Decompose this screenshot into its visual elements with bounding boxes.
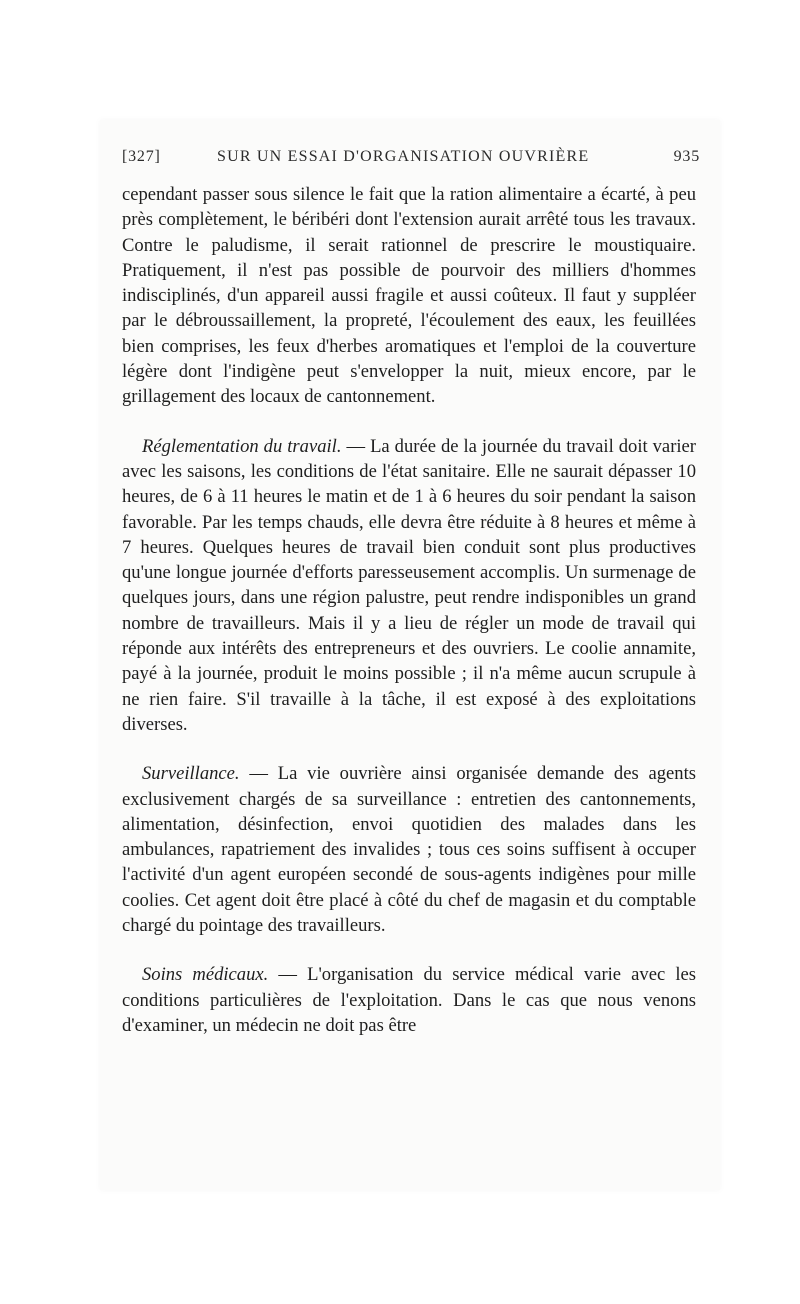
- paragraph-reglementation: [122, 434, 696, 738]
- page-number: 935: [673, 148, 700, 165]
- paragraph-text: — La durée de la journée du travail doit varier avec les saisons, les conditions de l'état sanitaire. Elle ne saurait dépasser 10 heures, de 6 à 11 heures le matin et de 1 à 6 heures du soir pendant la saison favorable. Par les temps chauds, elle devra être réduite à 8 heures et même à 7 heures. Quelques heures de travail bien conduit sont plus productives qu'une longue journée d'efforts paresseusement accomplis. Un surmenage de quelques jours, dans une région palustre, peut rendre indisponibles un grand nombre de travailleurs. Mais il y a lieu de régler un mode de travail qui réponde aux intérêts des entrepreneurs et des ouvriers. Le coolie annamite, payé à la journée, produit le moins possible ; il n'a même aucun scrupule à ne rien faire. S'il travaille à la tâche, il est exposé à des exploitations diverses.: [122, 435, 696, 735]
- paragraph-text: cependant passer sous silence le fait que la ration alimentaire a écarté, à peu près complètement, le béribéri dont l'extension aurait arrêté tous les travaux. Contre le paludisme, il serait rationnel de prescrire le moustiquaire. Pratiquement, il n'est pas possible de pourvoir des milliers d'hommes indisciplinés, d'un appareil aussi fragile et aussi coûteux. Il faut y suppléer par le débroussaillement, la propreté, l'écoulement des eaux, les feuillées bien comprises, les feux d'herbes aromatiques et l'emploi de la couverture légère dont l'indigène peut s'envelopper la nuit, mieux encore, par le grillagement des locaux de cantonnement.: [122, 184, 696, 408]
- paragraph-ration: [122, 182, 696, 410]
- section-heading: Réglementation du travail.: [142, 435, 342, 457]
- running-header: [122, 148, 700, 168]
- paragraph-text: — La vie ouvrière ainsi organisée demande des agents exclusivement chargés de sa surveillance : entretien des cantonnements, alimentation, désinfection, envoi quotidien des malades dans les ambulances, rapatriement des invalides ; tous ces soins suffisent à occuper l'activité d'un agent européen secondé de sous-agents indigènes pour mille coolies. Cet agent doit être placé à côté du chef de magasin et du comptable chargé du pointage des travailleurs.: [122, 763, 696, 937]
- section-heading: Surveillance.: [142, 763, 240, 785]
- body-text: [122, 182, 696, 1038]
- document-page: [100, 120, 720, 1190]
- paragraph-surveillance: [122, 761, 696, 938]
- page-reference: [327]: [122, 148, 161, 165]
- paragraph-text: — L'organisation du service médical varie avec les conditions particulières de l'exploitation. Dans le cas que nous venons d'examiner, un médecin ne doit pas être: [122, 964, 696, 1036]
- paragraph-soins-medicaux: [122, 962, 696, 1038]
- section-heading: Soins médicaux.: [142, 964, 269, 986]
- running-title: SUR UN ESSAI D'ORGANISATION OUVRIÈRE: [217, 148, 590, 165]
